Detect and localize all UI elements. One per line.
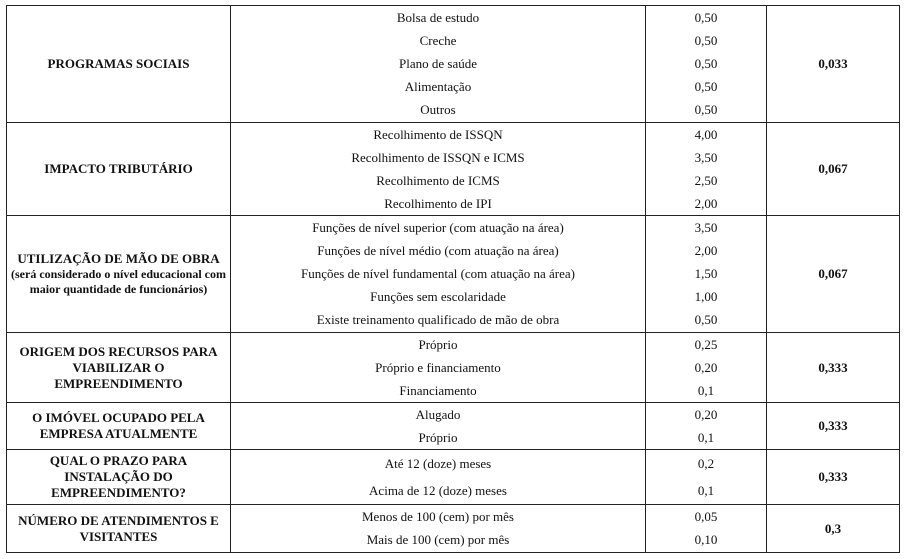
- criteria-row: [7, 123, 900, 216]
- category-cell: [7, 505, 231, 553]
- options-cell: [231, 505, 646, 553]
- options-cell: [231, 123, 646, 216]
- weight-cell: [767, 450, 900, 505]
- option-value: 0,05: [694, 509, 718, 524]
- option-label: Recolhimento de ISSQN: [373, 126, 503, 142]
- option-label: Recolhimento de ISSQN e ICMS: [351, 149, 525, 165]
- values-cell: [646, 216, 767, 333]
- option-label: Mais de 100 (cem) por mês: [366, 532, 510, 547]
- option-label: Creche: [419, 33, 457, 48]
- weight-value: 0,067: [818, 266, 848, 281]
- category-cell: [7, 123, 231, 216]
- option-value: 0,50: [694, 102, 718, 117]
- option-label: Até 12 (doze) meses: [384, 456, 492, 471]
- option-label: Próprio e financiamento: [375, 359, 501, 375]
- option-label: Próprio: [418, 429, 458, 445]
- option-value: 3,50: [694, 220, 718, 235]
- option-value: 1,00: [694, 289, 718, 304]
- option-label: Recolhimento de IPI: [384, 195, 492, 211]
- category-cell: [7, 403, 231, 450]
- option-label: Recolhimento de ICMS: [376, 172, 500, 188]
- option-value: 4,00: [694, 126, 718, 142]
- criteria-row: [7, 450, 900, 505]
- options-cell: [231, 450, 646, 505]
- option-label: Funções de nível fundamental (com atuação na área): [301, 266, 575, 281]
- weight-value: 0,333: [818, 469, 848, 484]
- option-label: Próprio: [418, 336, 458, 352]
- option-value: 0,1: [697, 483, 715, 498]
- criteria-row: [7, 6, 900, 123]
- category-cell: [7, 333, 231, 403]
- weight-value: 0,3: [824, 520, 842, 536]
- category-note: (será considerado o nível educacional com maior quantidade de funcionários): [11, 267, 226, 296]
- options-cell: [231, 403, 646, 450]
- category-label: UTILIZAÇÃO DE MÃO DE OBRA: [17, 251, 220, 266]
- category-label: QUAL O PRAZO PARA INSTALAÇÃO DO EMPREENDIMENTO?: [49, 453, 188, 500]
- option-value: 0,20: [694, 359, 718, 375]
- weight-cell: [767, 333, 900, 403]
- criteria-row: [7, 216, 900, 333]
- category-label: PROGRAMAS SOCIAIS: [47, 56, 190, 71]
- category-label: O IMÓVEL OCUPADO PELA EMPRESA ATUALMENTE: [32, 410, 205, 441]
- option-value: 0,50: [694, 10, 718, 25]
- weight-cell: [767, 6, 900, 123]
- category-label: ORIGEM DOS RECURSOS PARA VIABILIZAR O EMPREENDIMENTO: [19, 343, 218, 391]
- criteria-row: [7, 403, 900, 450]
- option-label: Acima de 12 (doze) meses: [369, 483, 507, 498]
- option-value: 2,50: [694, 172, 718, 188]
- category-cell: [7, 216, 231, 333]
- option-value: 0,1: [697, 382, 715, 398]
- option-value: 0,50: [694, 312, 718, 327]
- option-value: 0,50: [694, 56, 718, 71]
- options-cell: [231, 6, 646, 123]
- option-value: 0,25: [694, 336, 718, 352]
- option-label: Funções de nível médio (com atuação na área): [317, 243, 559, 258]
- category-cell: [7, 6, 231, 123]
- option-value: 2,00: [694, 243, 718, 258]
- option-label: Funções de nível superior (com atuação na área): [312, 220, 564, 235]
- weight-value: 0,033: [818, 56, 848, 71]
- criteria-row: [7, 333, 900, 403]
- criteria-table: [6, 5, 900, 553]
- criteria-row: [7, 505, 900, 553]
- values-cell: [646, 6, 767, 123]
- option-label: Outros: [420, 102, 456, 117]
- option-label: Funções sem escolaridade: [370, 289, 506, 304]
- values-cell: [646, 450, 767, 505]
- values-cell: [646, 403, 767, 450]
- weight-value: 0,333: [818, 359, 848, 375]
- weight-cell: [767, 505, 900, 553]
- option-value: 0,20: [694, 406, 718, 422]
- option-value: 0,50: [694, 33, 718, 48]
- values-cell: [646, 333, 767, 403]
- option-label: Alugado: [415, 406, 461, 422]
- category-label: IMPACTO TRIBUTÁRIO: [44, 161, 193, 176]
- option-value: 0,2: [697, 456, 715, 471]
- option-value: 0,50: [694, 79, 718, 94]
- category-label: NÚMERO DE ATENDIMENTOS E VISITANTES: [18, 512, 219, 544]
- option-label: Menos de 100 (cem) por mês: [362, 509, 514, 524]
- weight-cell: [767, 216, 900, 333]
- option-value: 3,50: [694, 149, 718, 165]
- weight-cell: [767, 403, 900, 450]
- option-value: 1,50: [694, 266, 718, 281]
- weight-value: 0,333: [818, 418, 848, 433]
- values-cell: [646, 123, 767, 216]
- option-value: 0,1: [697, 429, 715, 445]
- options-cell: [231, 333, 646, 403]
- values-cell: [646, 505, 767, 553]
- weight-cell: [767, 123, 900, 216]
- option-label: Financiamento: [399, 382, 477, 398]
- option-label: Alimentação: [404, 79, 472, 94]
- options-cell: [231, 216, 646, 333]
- option-value: 2,00: [694, 195, 718, 211]
- weight-value: 0,067: [818, 161, 848, 176]
- option-value: 0,10: [694, 532, 718, 547]
- option-label: Bolsa de estudo: [396, 10, 480, 25]
- option-label: Existe treinamento qualificado de mão de obra: [316, 312, 560, 327]
- category-cell: [7, 450, 231, 505]
- option-label: Plano de saúde: [399, 56, 477, 71]
